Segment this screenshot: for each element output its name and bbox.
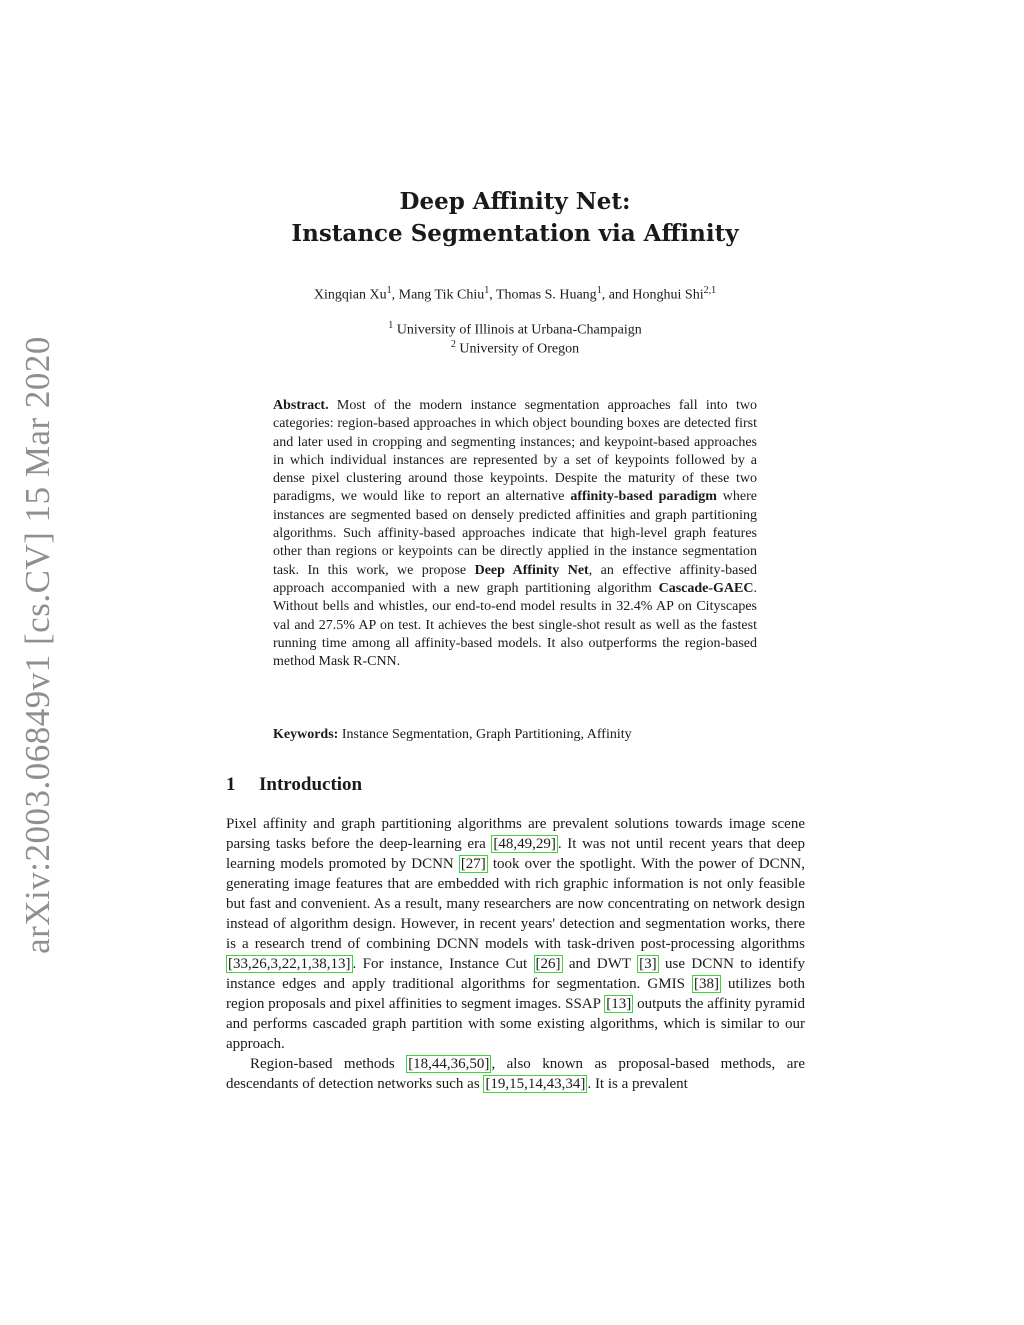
keywords-label: Keywords:: [273, 727, 339, 742]
abstract-emphasis: Cascade-GAEC: [658, 580, 754, 596]
paragraph: [226, 814, 805, 1054]
arxiv-identifier-text: arXiv:2003.06849v1 [cs.CV] 15 Mar 2020: [18, 336, 57, 954]
section-heading: [226, 774, 362, 796]
affiliation-2: [200, 339, 830, 358]
author-separator: , and: [601, 287, 633, 303]
citation-link[interactable]: [3]: [639, 956, 657, 972]
author-affiliation-mark: 2,1: [703, 285, 717, 296]
paragraph-text: outputs the affinity pyramid and performs cascaded graph partition with some existing algorithms, which is similar to our approach.: [226, 996, 805, 1052]
paragraph-text: , also known as proposal-based methods, are descendants of detection networks such as: [226, 1056, 805, 1092]
paragraph: [226, 1054, 805, 1094]
abstract: [273, 397, 757, 671]
paragraph-text: use DCNN to identify instance edges and apply traditional algorithms for segmentation. GMIS: [226, 956, 805, 992]
paragraph-text: Region-based methods: [250, 1056, 407, 1072]
keywords: [273, 727, 757, 743]
author-name: Honghui Shi: [632, 287, 704, 303]
abstract-text: Most of the modern instance segmentation approaches fall into two categories: region-based approaches in which object bounding boxes are detected first and later used in cropping and segmenting instances; and keypoint-based approaches in which individual instances are represented by a set of keypoints followed by a dense pixel clustering around those keypoints. Despite the maturity of these two paradigms, we would like to report an alternative: [273, 398, 757, 505]
author-name: Thomas S. Huang: [495, 287, 597, 303]
author-affiliation-mark: 1: [484, 285, 490, 296]
abstract-text: , an effective affinity-based approach accompanied with a new graph partitioning algorithm: [273, 562, 757, 596]
author-separator: ,: [391, 287, 399, 303]
citation-link[interactable]: [26]: [535, 956, 561, 972]
paragraph-text: . It is a prevalent: [587, 1076, 688, 1092]
affiliation-mark: 1: [388, 320, 394, 331]
paragraph-text: took over the spotlight. With the power of DCNN, generating image features that are embedded with rich graphic information is not only feasible but fast and convenient. As a result, many researchers are now concentrating on network design instead of algorithm design. However, in recent years' detection and segmentation works, there is a research trend of combining DCNN models with task-driven post-processing algorithms: [226, 856, 805, 952]
author-affiliation-mark: 1: [596, 285, 602, 296]
abstract-emphasis: Deep Affinity Net: [474, 562, 589, 578]
abstract-text: . Without bells and whistles, our end-to-end model results in 32.4% AP on Cityscapes val and 27.5% AP on test. It achieves the best single-shot result as well as the fastest running time among all affinity-based models. It also outperforms the region-based method Mask R-CNN.: [273, 580, 757, 670]
abstract-text: where instances are segmented based on densely predicted affinities and graph partitioning algorithms. Such affinity-based approaches indicate that high-level graph features other than regions or keypoints can be directly applied in the instance segmentation task. In this work, we propose: [273, 489, 757, 578]
citation-link[interactable]: [48,49,29]: [493, 836, 556, 852]
keywords-text: Instance Segmentation, Graph Partitioning, Affinity: [338, 727, 632, 742]
affiliation-text: University of Oregon: [459, 341, 580, 357]
affiliation-text: University of Illinois at Urbana-Champaign: [396, 322, 642, 338]
affiliation-1: [200, 320, 830, 339]
paragraph-text: utilizes both region proposals and pixel affinities to segment images. SSAP: [226, 976, 805, 1012]
citation-link[interactable]: [33,26,3,22,1,38,13]: [228, 956, 351, 972]
paragraph-text: and DWT: [562, 956, 638, 972]
paragraph-text: . It was not until recent years that deep learning models promoted by DCNN: [226, 836, 805, 872]
author-affiliation-mark: 1: [386, 285, 392, 296]
introduction-body: [226, 814, 805, 1094]
citation-link[interactable]: [18,44,36,50]: [408, 1056, 490, 1072]
citation-link[interactable]: [38]: [693, 976, 719, 992]
author-separator: ,: [489, 287, 496, 303]
author-name: Mang Tik Chiu: [398, 287, 485, 303]
abstract-emphasis: affinity-based paradigm: [570, 489, 717, 505]
author-list: [200, 285, 830, 304]
affiliation-mark: 2: [450, 339, 456, 350]
paragraph-text: Pixel affinity and graph partitioning algorithms are prevalent solutions towards image scene parsing tasks before the deep-learning era: [226, 816, 805, 852]
paper-title-line-1: Deep Affinity Net:: [399, 188, 631, 215]
citation-link[interactable]: [13]: [606, 996, 632, 1012]
section-title: Introduction: [259, 774, 363, 795]
section-number: 1: [226, 774, 236, 795]
paragraph-text: . For instance, Instance Cut: [352, 956, 534, 972]
citation-link[interactable]: [27]: [460, 856, 486, 872]
abstract-label: Abstract.: [273, 398, 329, 413]
citation-link[interactable]: [19,15,14,43,34]: [485, 1076, 586, 1092]
paper-title-line-2: Instance Segmentation via Affinity: [291, 220, 739, 247]
author-name: Xingqian Xu: [313, 287, 387, 303]
